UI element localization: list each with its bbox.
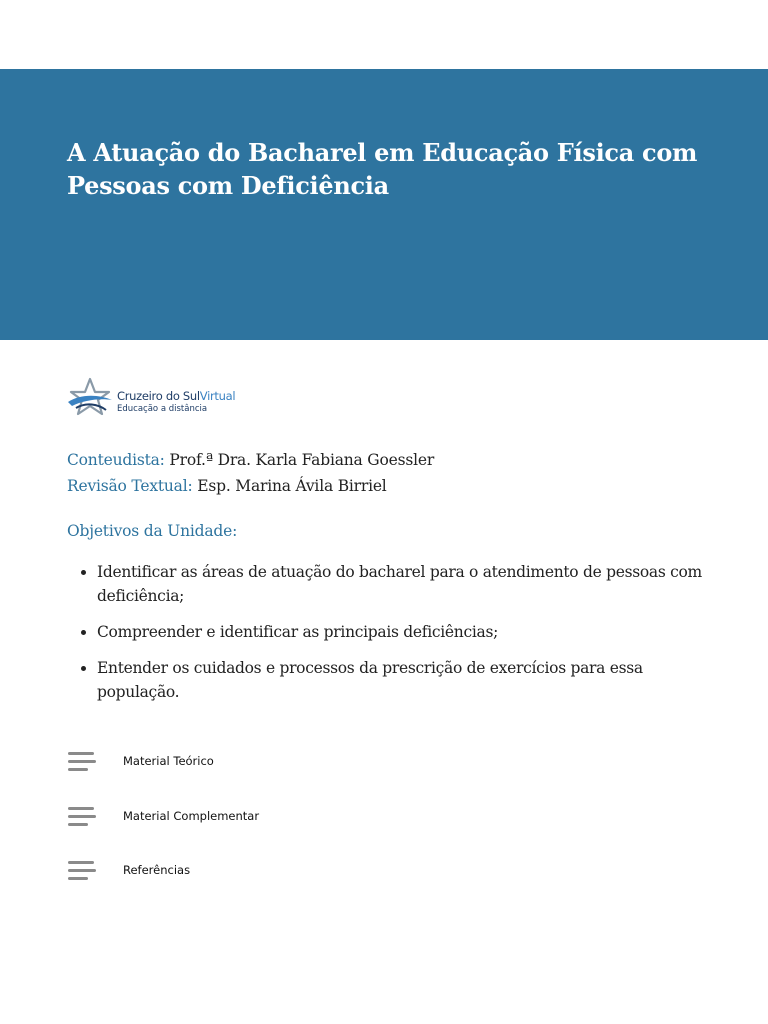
menu-item-label: Referências [123, 863, 191, 877]
credits [67, 447, 434, 499]
header-banner [0, 69, 768, 340]
logo [66, 376, 266, 420]
menu-lines-icon [67, 750, 97, 776]
list-item: Entender os cuidados e processos da prescrição de exercícios para essa população. [97, 656, 717, 704]
review-label: Revisão Textual: [67, 477, 193, 495]
objectives-list [97, 560, 717, 716]
author-line [67, 447, 434, 473]
star-logo-icon [66, 376, 116, 420]
list-item: Compreender e identificar as principais deficiências; [97, 620, 717, 644]
list-item: Identificar as áreas de atuação do bacharel para o atendimento de pessoas com deficiência; [97, 560, 717, 608]
menu-lines-icon [67, 859, 97, 885]
menu-item-material-complementar[interactable] [67, 803, 367, 831]
logo-name-main: Cruzeiro do Sul [117, 389, 200, 403]
logo-name [117, 389, 235, 403]
menu-lines-icon [67, 805, 97, 831]
author-label: Conteudista: [67, 451, 165, 469]
page-title: A Atuação do Bacharel em Educação Física com Pessoas com Deficiência [67, 138, 698, 200]
objectives-title: Objetivos da Unidade: [67, 522, 238, 540]
menu-item-label: Material Teórico [123, 754, 214, 768]
review-value: Esp. Marina Ávila Birriel [197, 477, 387, 495]
menu-item-material-teorico[interactable] [67, 748, 367, 776]
author-value: Prof.ª Dra. Karla Fabiana Goessler [169, 451, 435, 469]
menu-item-label: Material Complementar [123, 809, 260, 823]
logo-name-accent: Virtual [199, 389, 236, 403]
review-line [67, 473, 434, 499]
logo-tagline: Educação a distância [117, 404, 208, 414]
menu-item-referencias[interactable] [67, 857, 367, 885]
